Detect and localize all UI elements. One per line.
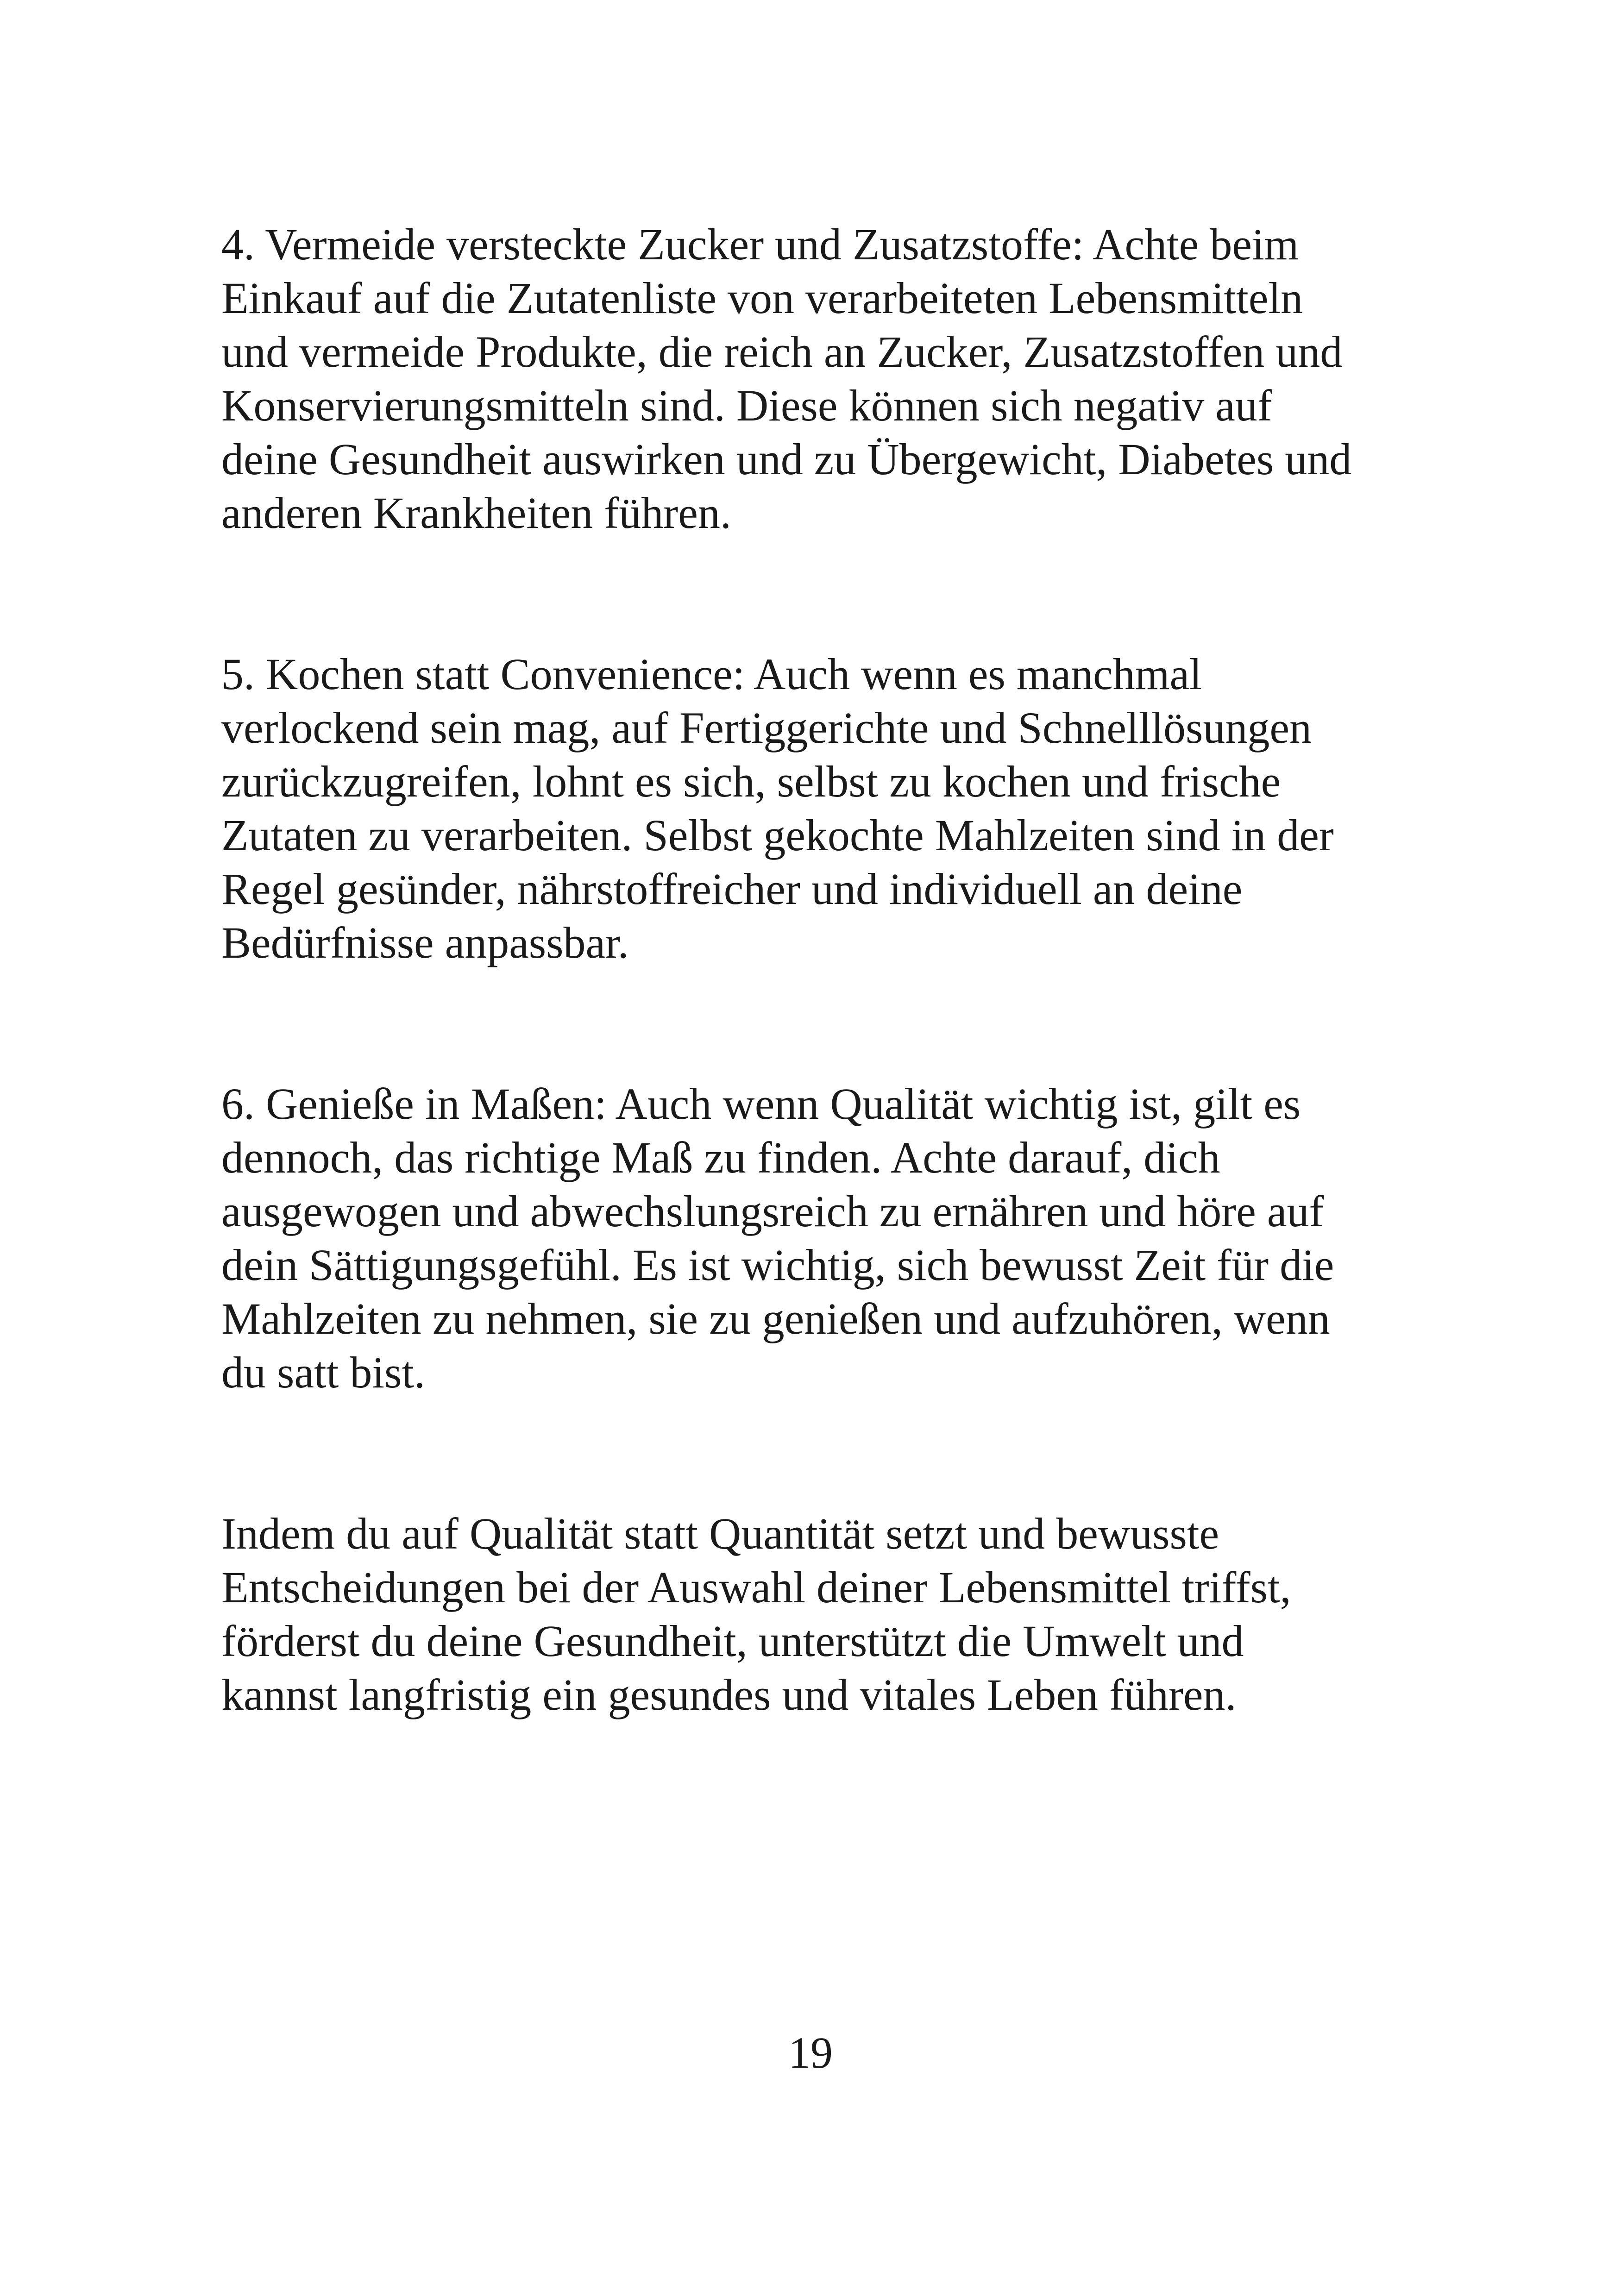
text-line: du satt bist. xyxy=(221,1348,426,1397)
page-number: 19 xyxy=(788,2028,833,2077)
text-line: Einkauf auf die Zutatenliste von verarbeiteten Lebensmitteln xyxy=(221,273,1303,323)
text-line: Entscheidungen bei der Auswahl deiner Lebensmittel triffst, xyxy=(221,1562,1291,1612)
text-line: Regel gesünder, nährstoffreicher und individuell an deine xyxy=(221,864,1243,914)
body-text xyxy=(221,218,1435,1722)
text-line: kannst langfristig ein gesundes und vitales Leben führen. xyxy=(221,1670,1237,1719)
text-line: und vermeide Produkte, die reich an Zucker, Zusatzstoffen und xyxy=(221,327,1343,376)
text-line: 5. Kochen statt Convenience: Auch wenn es manchmal xyxy=(221,649,1202,699)
text-line: Mahlzeiten zu nehmen, sie zu genießen und aufzuhören, wenn xyxy=(221,1294,1330,1343)
text-line: dennoch, das richtige Maß zu finden. Achte darauf, dich xyxy=(221,1133,1220,1182)
paragraph-tip-4 xyxy=(221,218,1435,540)
text-line: Konservierungsmitteln sind. Diese können sich negativ auf xyxy=(221,381,1272,430)
text-line: zurückzugreifen, lohnt es sich, selbst zu kochen und frische xyxy=(221,757,1281,806)
text-line: dein Sättigungsgefühl. Es ist wichtig, sich bewusst Zeit für die xyxy=(221,1240,1334,1290)
paragraph-tip-6 xyxy=(221,1077,1435,1399)
text-line: 4. Vermeide versteckte Zucker und Zusatzstoffe: Achte beim xyxy=(221,220,1299,269)
text-line: 6. Genieße in Maßen: Auch wenn Qualität wichtig ist, gilt es xyxy=(221,1079,1301,1129)
paragraph-conclusion xyxy=(221,1507,1435,1722)
text-line: Bedürfnisse anpassbar. xyxy=(221,918,629,967)
paragraph-tip-5 xyxy=(221,647,1435,970)
text-line: anderen Krankheiten führen. xyxy=(221,488,731,538)
text-line: Indem du auf Qualität statt Quantität setzt und bewusste xyxy=(221,1509,1219,1558)
text-line: Zutaten zu verarbeiten. Selbst gekochte Mahlzeiten sind in der xyxy=(221,810,1334,860)
text-line: deine Gesundheit auswirken und zu Übergewicht, Diabetes und xyxy=(221,434,1352,484)
text-line: verlockend sein mag, auf Fertiggerichte und Schnelllösungen xyxy=(221,703,1312,753)
text-line: förderst du deine Gesundheit, unterstützt die Umwelt und xyxy=(221,1616,1244,1666)
text-line: ausgewogen und abwechslungsreich zu ernähren und höre auf xyxy=(221,1186,1324,1236)
